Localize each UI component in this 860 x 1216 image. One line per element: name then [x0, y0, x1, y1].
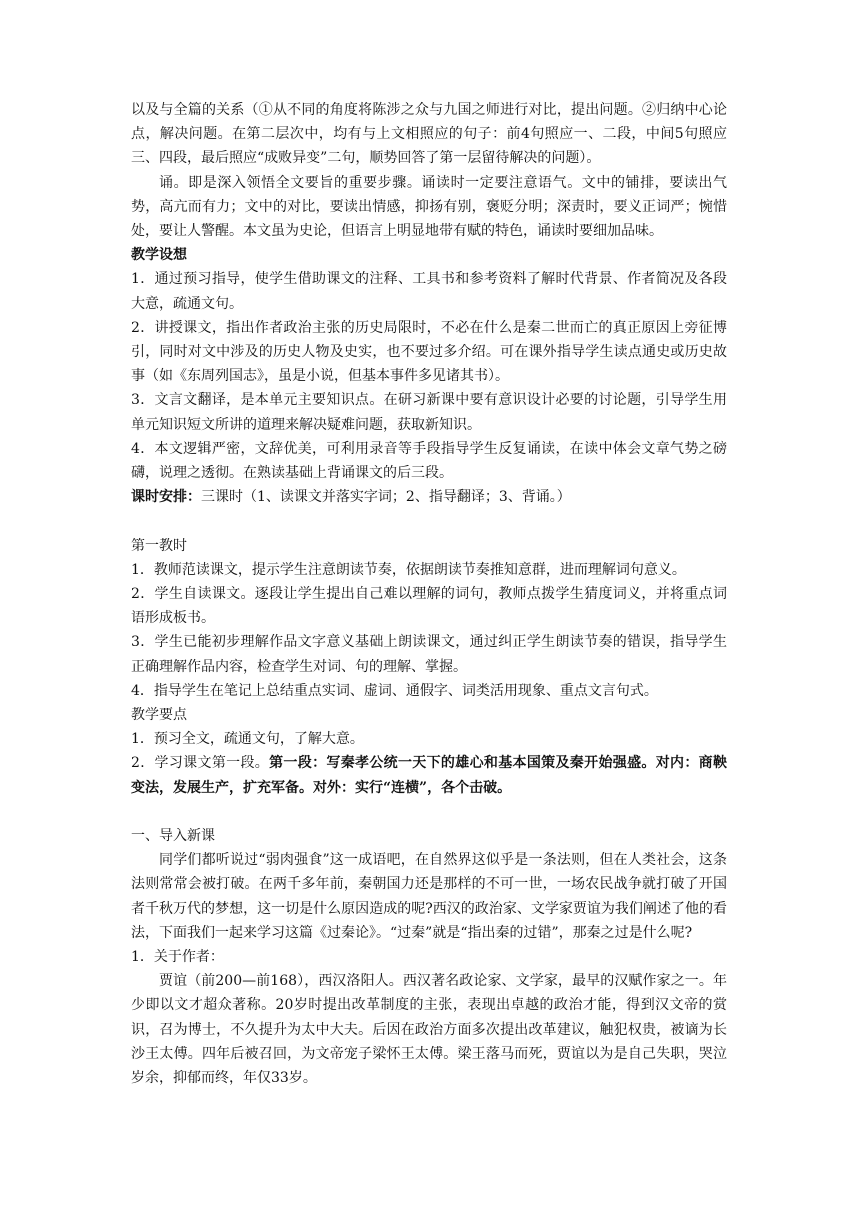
teaching-design-item: 2．讲授课文，指出作者政治主张的历史局限时，不必在什么是秦二世而亡的真正原因上旁征博引，同时对文中涉及的历史人物及史实，也不要过多介绍。可在课外指导学生读点通史或历史故事（如《东周列国志》，虽是小说，但基本事件多见诸其书）。	[131, 319, 727, 385]
key-points-heading: 教学要点	[131, 707, 187, 724]
teaching-design-heading: 教学设想	[131, 247, 187, 264]
blank-line	[131, 509, 727, 533]
document-body	[131, 98, 727, 1090]
schedule-label: 课时安排：	[131, 489, 201, 506]
key-point-item: 1．预习全文，疏通文句，了解大意。	[131, 731, 364, 748]
key-point-bold-summary: 第一段：写秦孝公统一天下的雄心和基本国策及秦开始强盛。对内：商鞅变法，发展生产，扩充军备。对外：实行“连横”，各个击破。	[131, 755, 727, 796]
schedule-text: 三课时（1、读课文并落实字词；2、指导翻译；3、背诵。）	[201, 489, 571, 506]
blank-line	[131, 800, 727, 824]
author-bio-paragraph: 贾谊（前200—前168），西汉洛阳人。西汉著名政论家、文学家，最早的汉赋作家之一。年少即以文才超众著称。20岁时提出改革制度的主张，表现出卓越的政治才能，得到汉文帝的赏识，召为博士，不久提升为太中大夫。后因在政治方面多次提出改革建议，触犯权贵，被谪为长沙王太傅。四年后被召回，为文帝宠子梁怀王太傅。梁王落马而死，贾谊以为是自己失职，哭泣岁余，抑郁而终，年仅33岁。	[131, 973, 727, 1087]
first-lesson-item: 2．学生自读课文。逐段让学生提出自己难以理解的词句，教师点拨学生猜度词义，并将重点词语形成板书。	[131, 586, 727, 627]
first-lesson-heading: 第一教时	[131, 537, 187, 554]
teaching-design-item: 4．本文逻辑严密，文辞优美，可利用录音等手段指导学生反复诵读，在读中体会文章气势之磅礴，说理之透彻。在熟读基础上背诵课文的后三段。	[131, 440, 727, 482]
first-lesson-item: 3．学生已能初步理解作品文字意义基础上朗读课文，通过纠正学生朗读节奏的错误，指导学生正确理解作品内容，检查学生对词、句的理解、掌握。	[131, 634, 727, 675]
schedule-line	[131, 485, 727, 509]
intro-paragraph: 同学们都听说过“弱肉强食”这一成语吧，在自然界这似乎是一条法则，但在人类社会，这条法则常常会被打破。在两千多年前，秦朝国力还是那样的不可一世，一场农民战争就打破了开国者千秋万代的梦想，这一切是什么原因造成的呢?西汉的政治家、文学家贾谊为我们阐述了他的看法，下面我们一起来学习这篇《过秦论》。“过秦”就是“指出秦的过错”，那秦之过是什么呢?	[131, 852, 727, 941]
key-point-item	[131, 751, 727, 799]
key-point-lead: 2．学习课文第一段。	[131, 755, 270, 772]
teaching-design-item: 1．通过预习指导，使学生借助课文的注释、工具书和参考资料了解时代背景、作者简况及各段大意，疏通文句。	[131, 271, 727, 312]
about-author-heading: 1．关于作者：	[131, 949, 224, 966]
relation-paragraph: 以及与全篇的关系（①从不同的角度将陈涉之众与九国之师进行对比，提出问题。②归纳中心论点，解决问题。在第二层次中，均有与上文相照应的句子：前4句照应一、二段，中间5句照应三、四段，最后照应“成败异变”二句，顺势回答了第一层留待解决的问题）。	[131, 102, 727, 167]
intro-heading: 一、导入新课	[131, 828, 215, 845]
first-lesson-item: 1．教师范读课文，提示学生注意朗读节奏，依据朗读节奏推知意群，进而理解词句意义。	[131, 561, 686, 578]
first-lesson-item: 4．指导学生在笔记上总结重点实词、虚词、通假字、词类活用现象、重点文言句式。	[131, 682, 658, 699]
teaching-design-item: 3．文言文翻译，是本单元主要知识点。在研习新课中要有意识设计必要的讨论题，引导学生用单元知识短文所讲的道理来解决疑难问题，获取新知识。	[131, 392, 727, 433]
recitation-paragraph: 诵。即是深入领悟全文要旨的重要步骤。诵读时一定要注意语气。文中的铺排，要读出气势，高亢而有力；文中的对比，要读出情感，抑扬有别，褒贬分明；深责时，要义正词严；惋惜处，要让人警醒。本文虽为史论，但语言上明显地带有赋的特色，诵读时要细加品味。	[131, 174, 727, 240]
